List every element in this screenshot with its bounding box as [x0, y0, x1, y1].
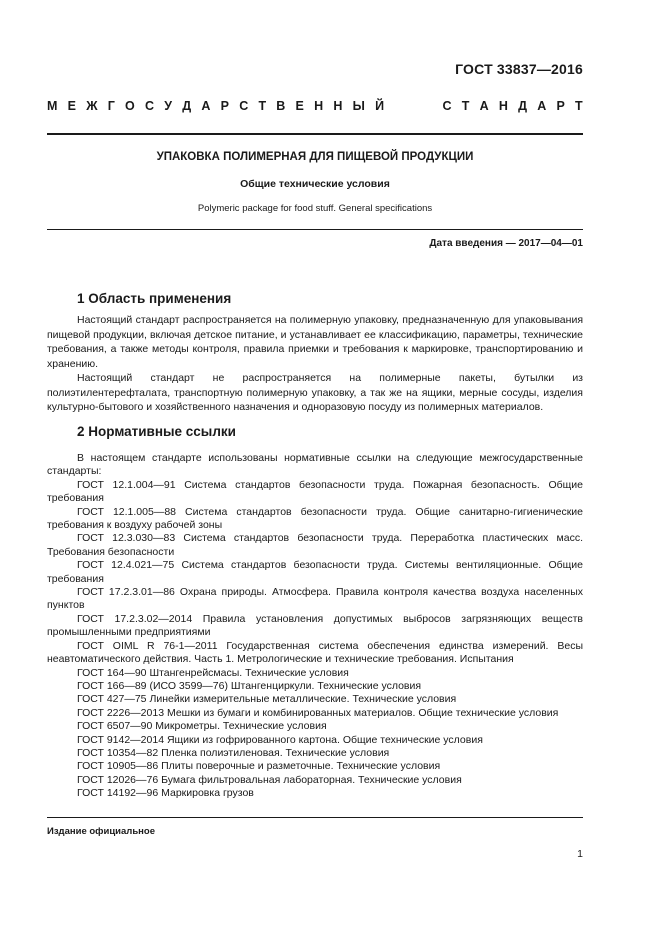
reference-item: ГОСТ 10354—82 Пленка полиэтиленовая. Технические условия [77, 746, 390, 759]
heading-letter: Т [258, 99, 267, 113]
references-intro: В настоящем стандарте использованы нормативные ссылки на следующие межгосударственные стандарты: [47, 452, 583, 478]
reference-item: ГОСТ 10905—86 Плиты поверочные и разметочные. Технические условия [77, 760, 441, 773]
footer-rule [47, 817, 583, 818]
heading-letter: Д [182, 99, 192, 113]
reference-item: ГОСТ 17.2.3.02—2014 Правила установления допустимых выбросов загрязняющих веществ промышленными предприятиями [47, 612, 583, 639]
heading-letter: Ы [352, 99, 365, 113]
heading-letter: Р [556, 99, 565, 113]
heading-letter: Е [67, 99, 76, 113]
title-rule [47, 229, 583, 230]
introduction-date: Дата введения — 2017—04—01 [429, 238, 583, 249]
normative-references [47, 452, 583, 801]
reference-item: ГОСТ 166—89 (ИСО 3599—76) Штангенциркули. Технические условия [77, 679, 422, 692]
heading-letter: У [164, 99, 173, 113]
heading-letter: М [47, 99, 58, 113]
heading-letter: Й [375, 99, 385, 113]
reference-item: ГОСТ 9142—2014 Ящики из гофрированного картона. Общие технические условия [77, 733, 483, 746]
reference-item: ГОСТ 14192—96 Маркировка грузов [77, 787, 254, 800]
heading-word-gap [394, 99, 432, 113]
heading-letter: Т [461, 99, 470, 113]
heading-letter: О [125, 99, 135, 113]
heading-letter: С [239, 99, 249, 113]
interstate-standard-heading [47, 99, 583, 113]
reference-item: ГОСТ 12.1.004—91 Система стандартов безопасности труда. Пожарная безопасность. Общие требования [47, 478, 583, 505]
reference-item: ГОСТ 12.4.021—75 Система стандартов безопасности труда. Системы вентиляционные. Общие требования [47, 559, 583, 585]
section-1-body [47, 313, 583, 415]
reference-item: ГОСТ 12.3.030—83 Система стандартов безопасности труда. Переработка пластических масс. Требования безопасности [47, 532, 583, 558]
heading-letter: Д [518, 99, 528, 113]
reference-item: ГОСТ 12026—76 Бумага фильтровальная лабораторная. Технические условия [77, 773, 462, 786]
heading-letter: А [201, 99, 211, 113]
heading-letter: А [537, 99, 547, 113]
heading-letter: В [276, 99, 286, 113]
heading-letter: Е [295, 99, 304, 113]
heading-letter: Р [220, 99, 229, 113]
reference-item: ГОСТ OIML R 76-1—2011 Государственная система обеспечения единства измерений. Весы неавтоматического действия. Часть 1. Метрологические и технические требования. Испытания [47, 639, 583, 666]
standard-subtitle: Общие технические условия [240, 178, 390, 190]
paragraph: Настоящий стандарт распространяется на полимерную упаковку, предназначенную для упаковывания пищевой продукции, включая детское питание, и устанавливает ее классификацию, параметры, технические требования, а также методы контроля, правила приемки и требования к маркировке, транспортированию и хранению. [47, 314, 583, 370]
heading-letter: С [442, 99, 452, 113]
reference-item: ГОСТ 2226—2013 Мешки из бумаги и комбинированных материалов. Общие технические условия [77, 706, 559, 719]
english-title: Polymeric package for food stuff. General specifications [197, 203, 433, 214]
reference-item: ГОСТ 427—75 Линейки измерительные металлические. Технические условия [77, 693, 457, 706]
section-2-heading: 2 Нормативные ссылки [77, 424, 236, 439]
reference-item: ГОСТ 17.2.3.01—86 Охрана природы. Атмосфера. Правила контроля качества воздуха населенных пунктов [47, 586, 583, 612]
heading-letter: Т [575, 99, 583, 113]
header-rule [47, 133, 583, 135]
page-number: 1 [577, 848, 583, 860]
heading-letter: Н [314, 99, 324, 113]
section-1-heading: 1 Область применения [77, 291, 232, 306]
standard-title: УПАКОВКА ПОЛИМЕРНАЯ ДЛЯ ПИЩЕВОЙ ПРОДУКЦИИ [156, 151, 474, 163]
reference-item: ГОСТ 164—90 Штангенрейсмасы. Технические условия [77, 666, 349, 679]
paragraph: Настоящий стандарт не распространяется на полимерные пакеты, бутылки из полиэтилентерефталата, транспортную полимерную упаковку, а так же на ящики, мерные сосуды, изделия культурно-бытового и хозяйственного назначения и одноразовую посуду из полимерных материалов. [47, 372, 583, 413]
heading-letter: Н [333, 99, 343, 113]
heading-letter: Ж [86, 99, 98, 113]
reference-item: ГОСТ 12.1.005—88 Система стандартов безопасности труда. Общие санитарно-гигиенические требования к воздуху рабочей зоны [47, 505, 583, 532]
heading-letter: Г [107, 99, 115, 113]
heading-letter: С [145, 99, 155, 113]
reference-item: ГОСТ 6507—90 Микрометры. Технические условия [77, 720, 327, 733]
official-edition-label: Издание официальное [47, 826, 155, 837]
heading-letter: А [479, 99, 489, 113]
document-number: ГОСТ 33837—2016 [455, 61, 583, 77]
heading-letter: Н [498, 99, 508, 113]
